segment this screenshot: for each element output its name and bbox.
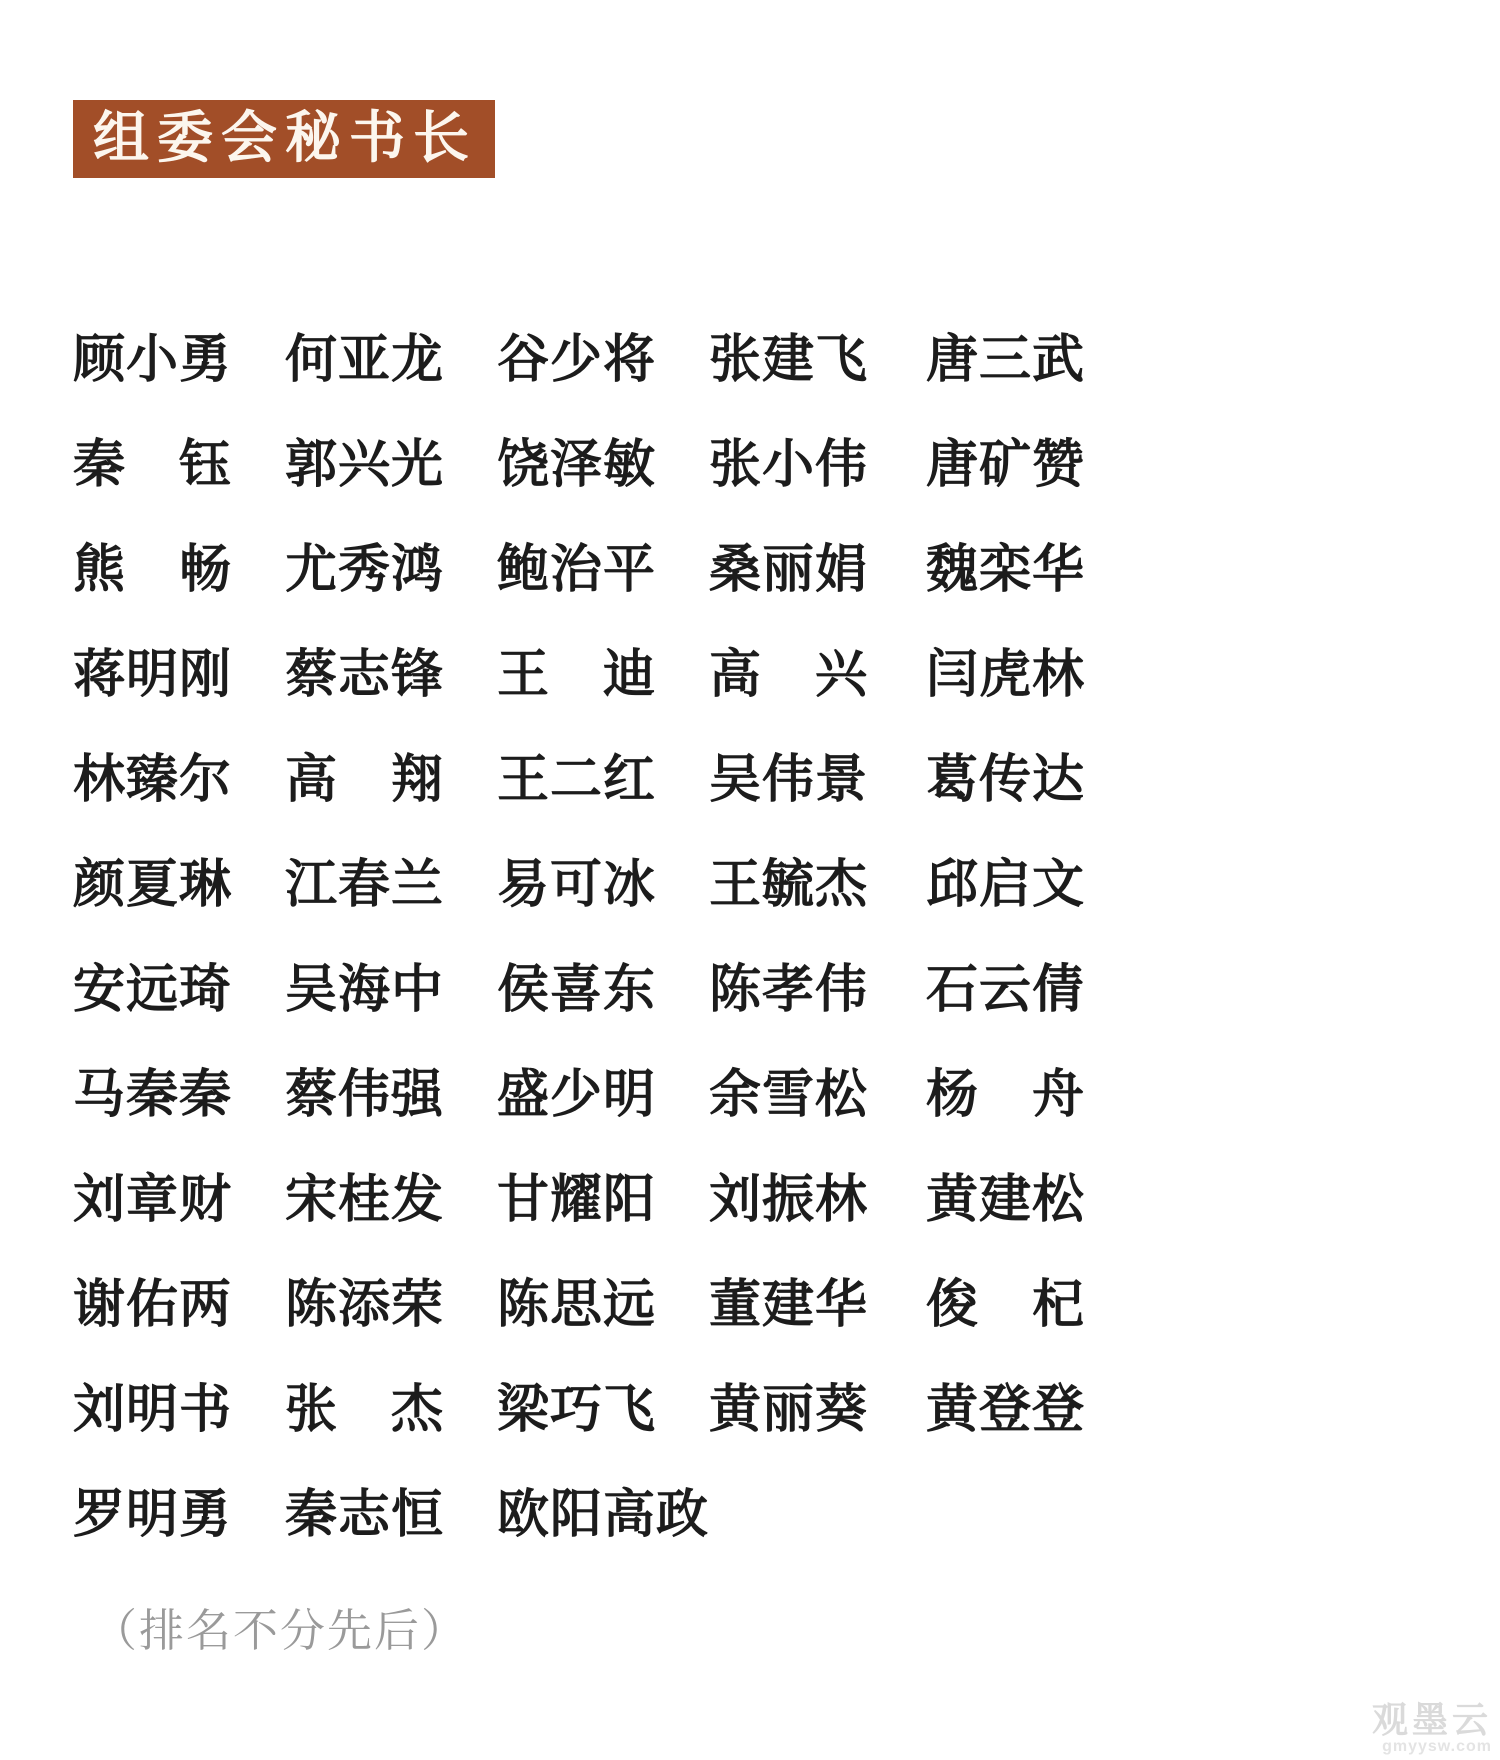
name-cell: 邱启文 [926, 856, 1086, 914]
watermark [1372, 1701, 1492, 1756]
name-cell: 甘耀阳 [497, 1171, 657, 1229]
name-cell: 张 杰 [285, 1381, 445, 1439]
name-cell: 陈孝伟 [709, 961, 869, 1019]
name-cell: 高 兴 [709, 646, 869, 704]
roster-row [73, 1457, 1193, 1562]
name-cell: 蔡志锋 [285, 646, 445, 704]
name-cell: 魏栾华 [926, 541, 1086, 599]
name-cell: 王毓杰 [709, 856, 869, 914]
name-cell: 盛少明 [497, 1066, 657, 1124]
roster-row [73, 1352, 1193, 1457]
name-cell: 侯喜东 [497, 961, 657, 1019]
name-cell: 马秦秦 [73, 1066, 233, 1124]
roster-row [73, 302, 1193, 407]
name-cell: 吴海中 [285, 961, 445, 1019]
name-cell: 黄登登 [926, 1381, 1086, 1439]
name-cell: 高 翔 [285, 751, 445, 809]
name-cell: 刘明书 [73, 1381, 233, 1439]
name-cell: 欧阳高政 [497, 1486, 710, 1544]
name-cell: 杨 舟 [926, 1066, 1086, 1124]
name-cell: 安远琦 [73, 961, 233, 1019]
roster-row [73, 722, 1193, 827]
name-cell: 刘振林 [709, 1171, 869, 1229]
name-cell: 易可冰 [497, 856, 657, 914]
roster-row [73, 617, 1193, 722]
name-roster [73, 302, 1193, 1562]
watermark-title: 观墨云 [1371, 1699, 1492, 1741]
name-cell: 唐三武 [926, 331, 1086, 389]
name-cell: 陈添荣 [285, 1276, 445, 1334]
roster-row [73, 827, 1193, 932]
name-cell: 秦志恒 [285, 1486, 445, 1544]
name-cell: 王 迪 [497, 646, 657, 704]
name-cell: 董建华 [709, 1276, 869, 1334]
name-cell: 黄丽葵 [709, 1381, 869, 1439]
name-cell: 罗明勇 [73, 1486, 233, 1544]
name-cell: 刘章财 [73, 1171, 233, 1229]
name-cell: 余雪松 [709, 1066, 869, 1124]
name-cell: 蒋明刚 [73, 646, 233, 704]
name-cell: 顾小勇 [73, 331, 233, 389]
name-cell: 江春兰 [285, 856, 445, 914]
name-cell: 秦 钰 [73, 436, 233, 494]
name-cell: 郭兴光 [285, 436, 445, 494]
ranking-disclaimer: （排名不分先后） [92, 1605, 469, 1656]
name-cell: 何亚龙 [285, 331, 445, 389]
section-header: 组委会秘书长 [73, 100, 495, 178]
name-cell: 吴伟景 [709, 751, 869, 809]
name-cell: 鲍治平 [497, 541, 657, 599]
name-cell: 石云倩 [926, 961, 1086, 1019]
name-cell: 林臻尔 [73, 751, 233, 809]
name-cell: 陈思远 [497, 1276, 657, 1334]
name-cell: 张建飞 [709, 331, 869, 389]
roster-row [73, 932, 1193, 1037]
name-cell: 唐矿赞 [926, 436, 1086, 494]
name-cell: 黄建松 [926, 1171, 1086, 1229]
name-cell: 熊 畅 [73, 541, 233, 599]
name-cell: 王二红 [497, 751, 657, 809]
watermark-subtitle: gmyysw.com [1382, 1738, 1492, 1756]
roster-row [73, 1142, 1193, 1247]
name-cell: 张小伟 [709, 436, 869, 494]
roster-row [73, 1247, 1193, 1352]
name-cell: 葛传达 [926, 751, 1086, 809]
name-cell: 闫虎林 [926, 646, 1086, 704]
roster-row [73, 1037, 1193, 1142]
name-cell: 梁巧飞 [497, 1381, 657, 1439]
roster-row [73, 512, 1193, 617]
name-cell: 桑丽娟 [709, 541, 869, 599]
name-cell: 饶泽敏 [497, 436, 657, 494]
name-cell: 颜夏琳 [73, 856, 233, 914]
name-cell: 俊 杞 [926, 1276, 1086, 1334]
name-cell: 尤秀鸿 [285, 541, 445, 599]
roster-row [73, 407, 1193, 512]
name-cell: 谢佑两 [73, 1276, 233, 1334]
name-cell: 蔡伟强 [285, 1066, 445, 1124]
name-cell: 宋桂发 [285, 1171, 445, 1229]
name-cell: 谷少将 [497, 331, 657, 389]
